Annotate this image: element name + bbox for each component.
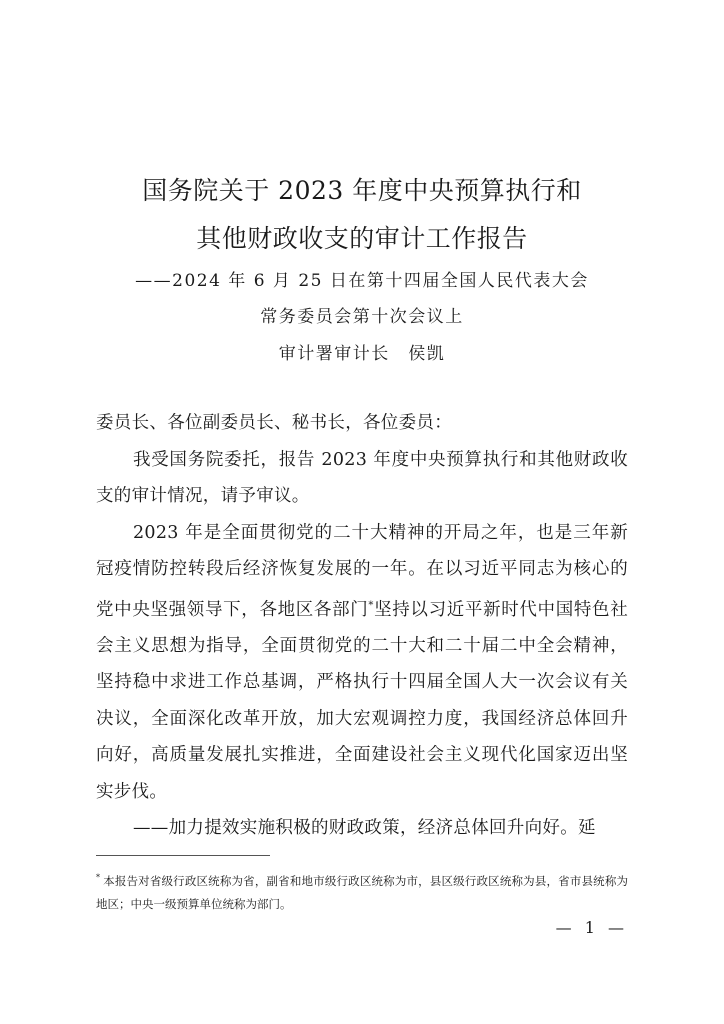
footnote-reference[interactable]: * — [368, 599, 374, 611]
footnote — [96, 866, 628, 916]
paragraph-2-text-b: 坚持以习近平新时代中国特色社会主义思想为指导，全面贯彻党的二十大和二十届二中全会精神，坚持稳中求进工作总基调，严格执行十四届全国人大一次会议有关决议，全面深化改革开放，加大宏观调控力度，我国经济总体回升向好，高质量发展扎实推进，全面建设社会主义现代化国家迈出坚实步伐。 — [96, 599, 628, 802]
report-title-line-2: 其他财政收支的审计工作报告 — [196, 224, 528, 253]
report-subtitle-line-1: ——2024 年 6 月 25 日在第十四届全国人民代表大会 — [135, 271, 589, 291]
paragraph-3: ——加力提效实施积极的财政政策，经济总体回升向好。延 — [133, 818, 596, 839]
paragraph-2-text-a: 2023 年是全面贯彻党的二十大精神的开局之年，也是三年新冠疫情防控转段后经济恢复发展的一年。在以习近平同志为核心的党中央坚强领导下，各地区各部门 — [96, 522, 628, 620]
report-title-line-1: 国务院关于 2023 年度中央预算执行和 — [142, 176, 582, 205]
salutation: 委员长、各位副委员长、秘书长，各位委员： — [96, 413, 452, 433]
report-body — [96, 405, 628, 847]
report-subtitle-line-2: 常务委员会第十次会议上 — [260, 307, 464, 327]
paragraph-1: 我受国务院委托，报告 2023 年度中央预算执行和其他财政收支的审计情况，请予审议。 — [96, 449, 628, 506]
report-author: 审计署审计长 侯凯 — [278, 344, 446, 364]
footnote-divider — [96, 855, 270, 856]
paragraph-2 — [96, 515, 628, 811]
footnote-mark: * — [96, 873, 100, 882]
page-number: — 1 — — [555, 918, 628, 937]
footnote-text: 本报告对省级行政区统称为省，副省和地市级行政区统称为市，县区级行政区统称为县，省市县统称为地区；中央一级预算单位统称为部门。 — [96, 873, 628, 911]
